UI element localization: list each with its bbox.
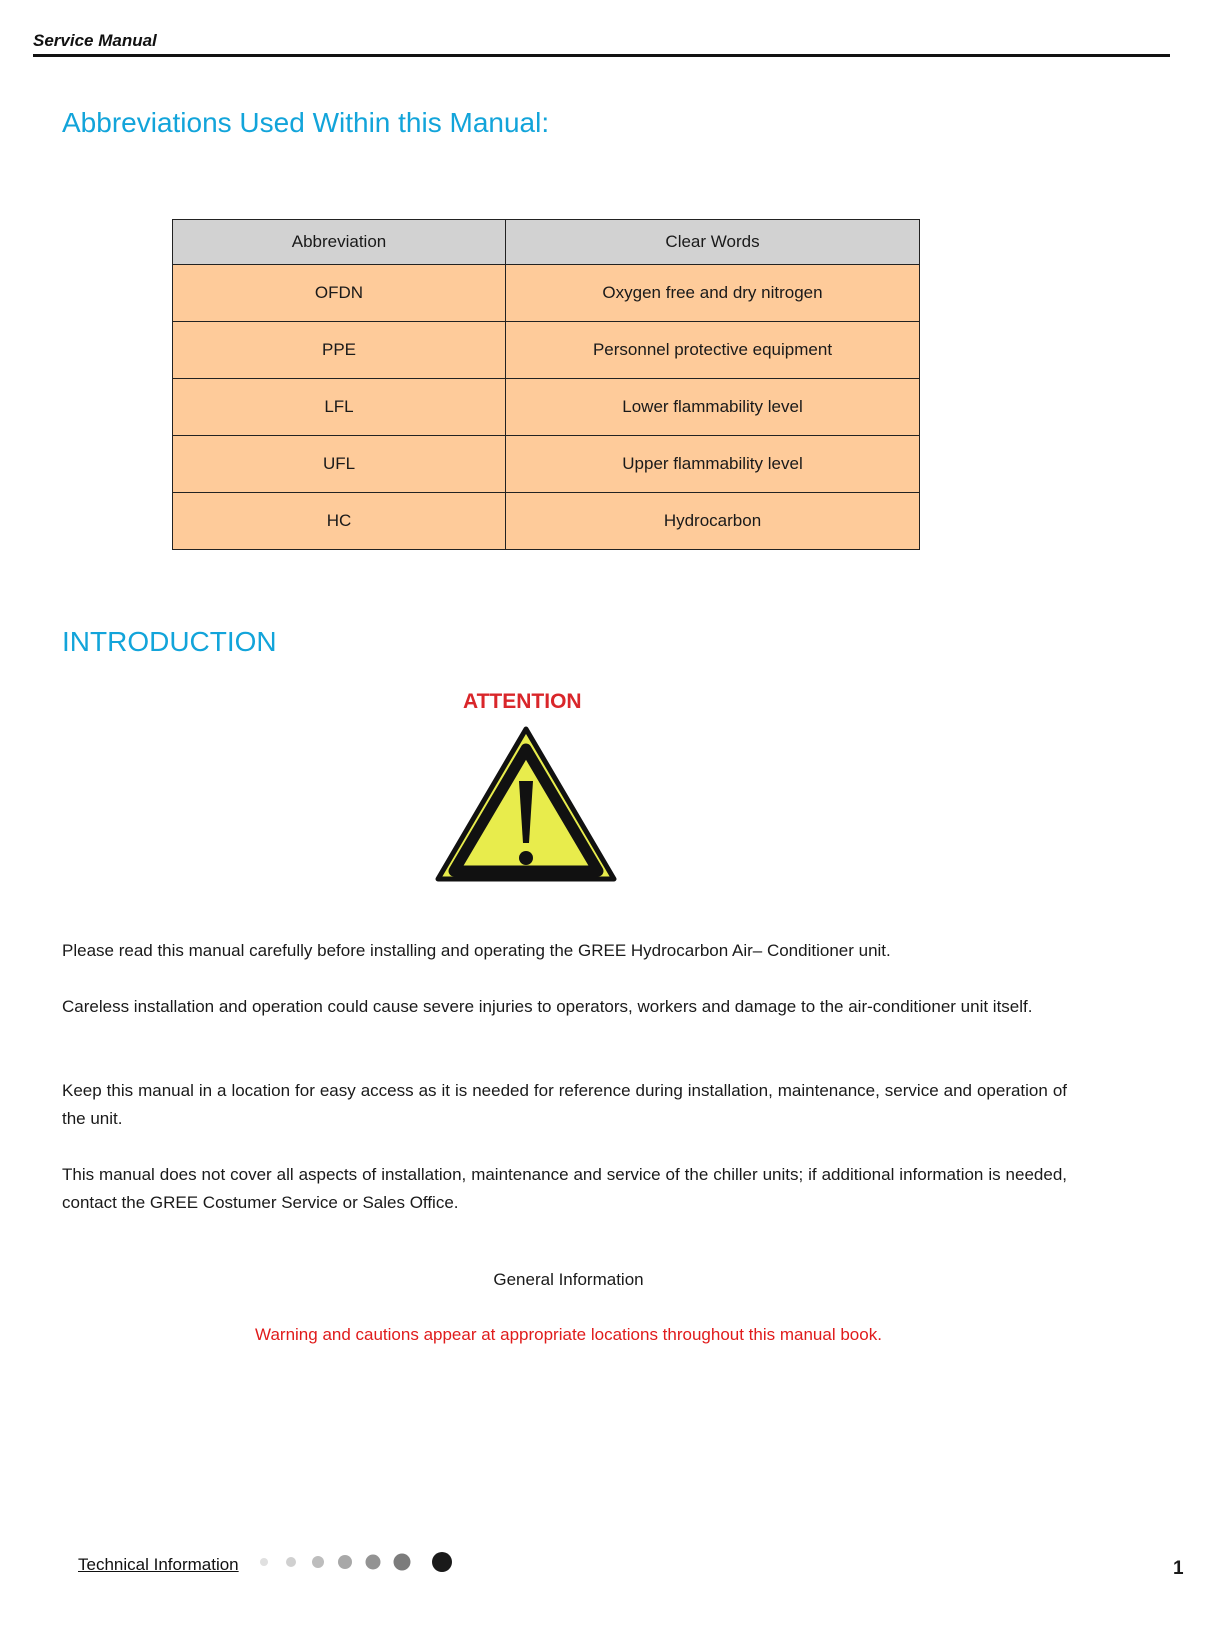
clear-words-cell: Personnel protective equipment bbox=[506, 322, 920, 379]
table-row bbox=[173, 265, 920, 322]
intro-paragraph: Keep this manual in a location for easy access as it is needed for reference during installation, maintenance, service and operation of the unit. bbox=[62, 1081, 1067, 1128]
abbreviation-cell: LFL bbox=[173, 379, 506, 436]
table-row bbox=[173, 436, 920, 493]
abbreviation-cell: UFL bbox=[173, 436, 506, 493]
abbreviation-cell: HC bbox=[173, 493, 506, 550]
intro-paragraph: This manual does not cover all aspects of installation, maintenance and service of the chiller units; if additional information is needed, contact the GREE Costumer Service or Sales Office. bbox=[62, 1165, 1067, 1212]
table-header-row bbox=[173, 220, 920, 265]
intro-paragraph: Careless installation and operation could cause severe injuries to operators, workers and damage to the air-conditioner unit itself. bbox=[62, 997, 1033, 1016]
introduction-heading: INTRODUCTION bbox=[62, 626, 277, 657]
column-header-clear-words: Clear Words bbox=[506, 220, 920, 265]
abbreviations-table bbox=[172, 219, 920, 550]
progress-dots-decoration bbox=[258, 1550, 468, 1574]
general-information-label: General Information bbox=[493, 1270, 644, 1289]
intro-paragraph: Please read this manual carefully before installing and operating the GREE Hydrocarbon Air– Conditioner unit. bbox=[62, 941, 891, 960]
header-title: Service Manual bbox=[33, 31, 157, 50]
clear-words-cell: Oxygen free and dry nitrogen bbox=[506, 265, 920, 322]
attention-label: ATTENTION bbox=[463, 690, 582, 713]
page-number: 1 bbox=[1173, 1558, 1184, 1579]
clear-words-cell: Lower flammability level bbox=[506, 379, 920, 436]
column-header-abbreviation: Abbreviation bbox=[173, 220, 506, 265]
abbreviations-heading: Abbreviations Used Within this Manual: bbox=[62, 107, 550, 138]
warning-triangle-icon bbox=[434, 725, 618, 885]
table-row bbox=[173, 322, 920, 379]
table-row bbox=[173, 493, 920, 550]
clear-words-cell: Hydrocarbon bbox=[506, 493, 920, 550]
table-row bbox=[173, 379, 920, 436]
abbreviation-cell: OFDN bbox=[173, 265, 506, 322]
technical-information-link[interactable]: Technical Information bbox=[78, 1555, 239, 1574]
header-divider bbox=[33, 54, 1170, 57]
warning-note: Warning and cautions appear at appropriate locations throughout this manual book. bbox=[255, 1325, 882, 1344]
abbreviation-cell: PPE bbox=[173, 322, 506, 379]
clear-words-cell: Upper flammability level bbox=[506, 436, 920, 493]
